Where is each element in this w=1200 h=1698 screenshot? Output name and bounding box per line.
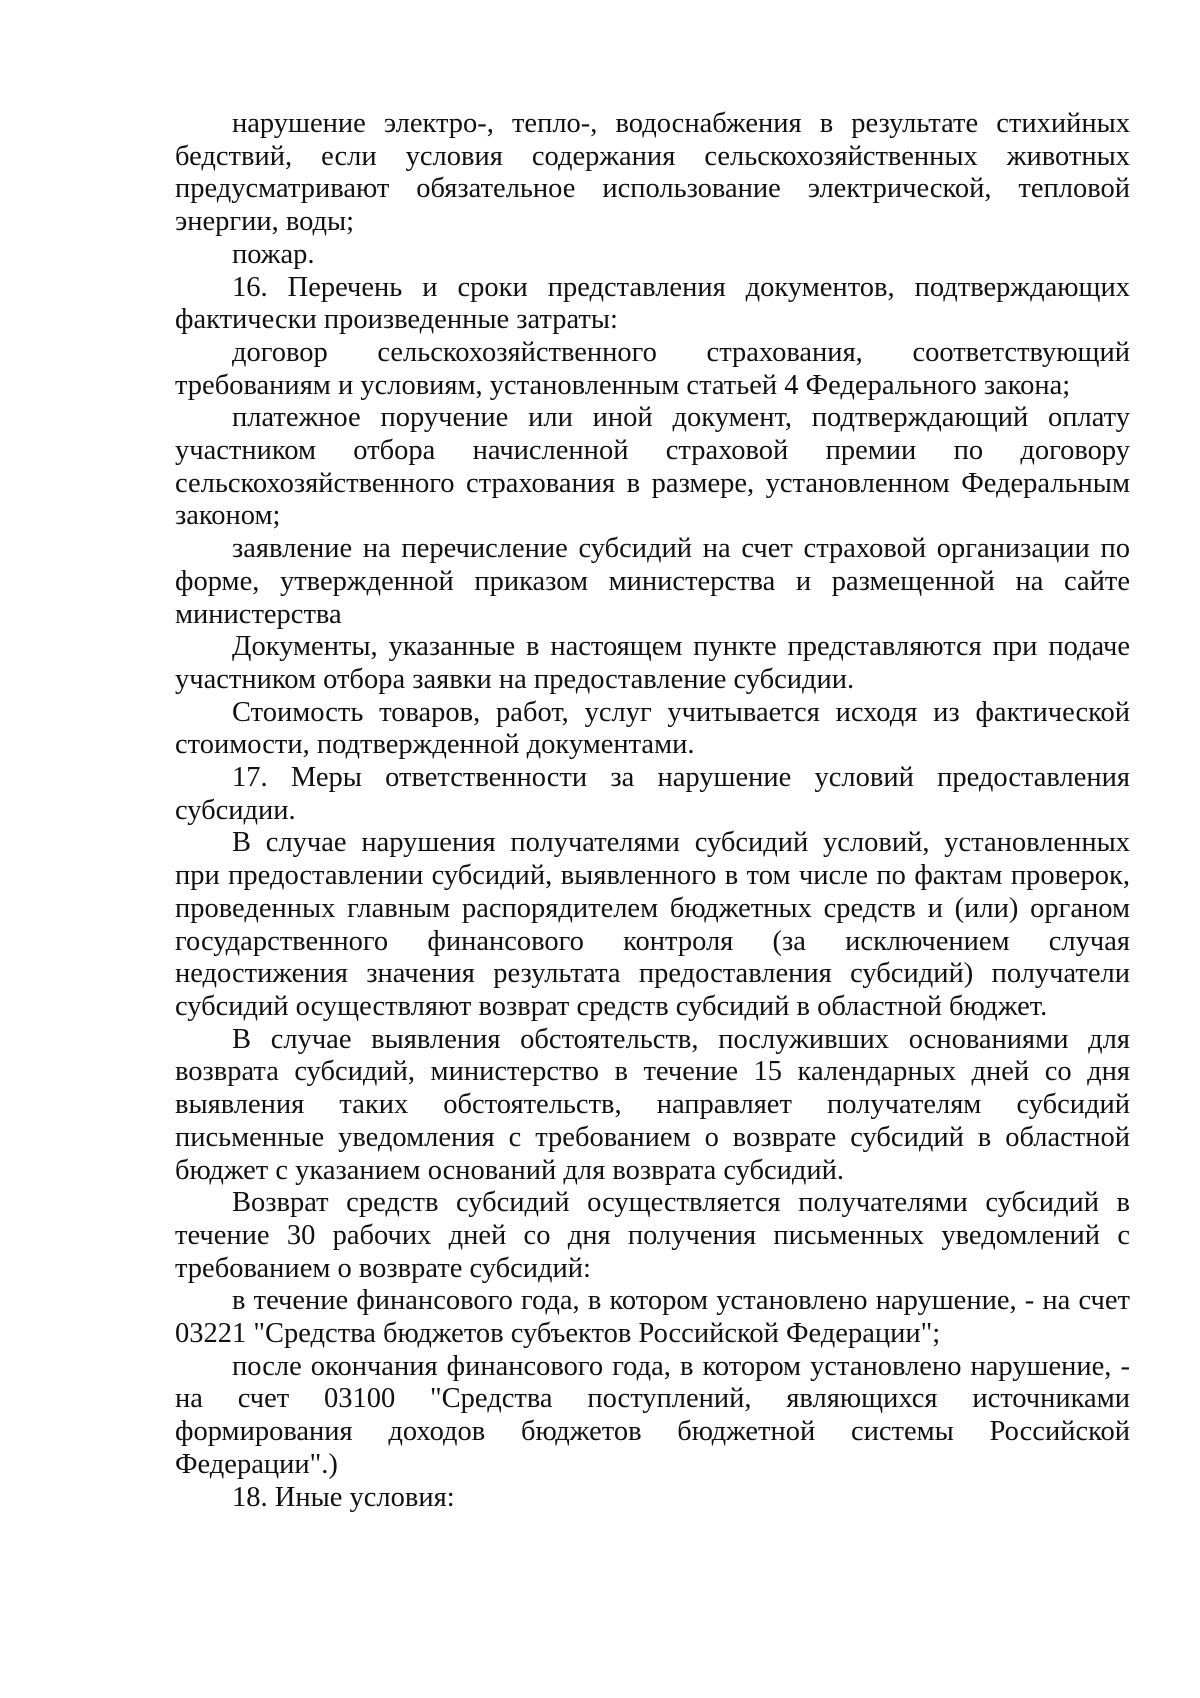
paragraph-violation-case: В случае нарушения получателями субсидий условий, установленных при предоставлении субсидий, выявленного в том числе по фактам проверок, проведенных главным распорядителем бюджетных средств и (или) органом государственного финансового контроля (за исключением случая недостижения значения результата предоставления субсидий) получатели субсидий осуществляют возврат средств субсидий в областной бюджет. bbox=[175, 827, 1130, 1022]
document-body bbox=[175, 108, 1130, 1514]
paragraph-item-18: 18. Иные условия: bbox=[232, 1481, 455, 1513]
paragraph-refund-after-year: после окончания финансового года, в котором установлено нарушение, - на счет 03100 "Средства поступлений, являющихся источниками формирования доходов бюджетов бюджетной системы Российской Федерации".) bbox=[175, 1350, 1130, 1480]
paragraph-item-17: 17. Меры ответственности за нарушение условий предоставления субсидии. bbox=[175, 762, 1130, 826]
paragraph-refund-term: Возврат средств субсидий осуществляется получателями субсидий в течение 30 рабочих дней со дня получения письменных уведомлений с требованием о возврате субсидий: bbox=[175, 1187, 1130, 1284]
paragraph-insurance-contract: договор сельскохозяйственного страхования, соответствующий требованиям и условиям, установленным статьей 4 Федерального закона; bbox=[175, 336, 1130, 401]
paragraph-payment-order: платежное поручение или иной документ, подтверждающий оплату участником отбора начисленной страховой премии по договору сельскохозяйственного страхования в размере, установленном Федеральным законом; bbox=[175, 402, 1130, 532]
paragraph-transfer-application: заявление на перечисление субсидий на счет страховой организации по форме, утвержденной приказом министерства и размещенной на сайте министерства bbox=[175, 533, 1130, 630]
paragraph-utility-disruption: нарушение электро-, тепло-, водоснабжения в результате стихийных бедствий, если условия содержания сельскохозяйственных животных предусматривают обязательное использование электрической, тепловой энергии, воды; bbox=[175, 108, 1130, 238]
paragraph-fire: пожар. bbox=[232, 238, 315, 270]
paragraph-item-16: 16. Перечень и сроки представления документов, подтверждающих фактически произведенные затраты: bbox=[175, 271, 1130, 336]
paragraph-refund-current-year: в течение финансового года, в котором установлено нарушение, - на счет 03221 "Средства бюджетов субъектов Российской Федерации"; bbox=[175, 1285, 1130, 1350]
paragraph-cost-accounting: Стоимость товаров, работ, услуг учитывается исходя из фактической стоимости, подтвержденной документами. bbox=[175, 696, 1130, 761]
paragraph-documents-submission: Документы, указанные в настоящем пункте представляются при подаче участником отбора заявки на предоставление субсидии. bbox=[175, 631, 1130, 695]
paragraph-circumstances-case: В случае выявления обстоятельств, послуживших основаниями для возврата субсидий, министерство в течение 15 календарных дней со дня выявления таких обстоятельств, направляет получателям субсидий письменные уведомления с требованием о возврате субсидий в областной бюджет с указанием оснований для возврата субсидий. bbox=[175, 1023, 1130, 1186]
